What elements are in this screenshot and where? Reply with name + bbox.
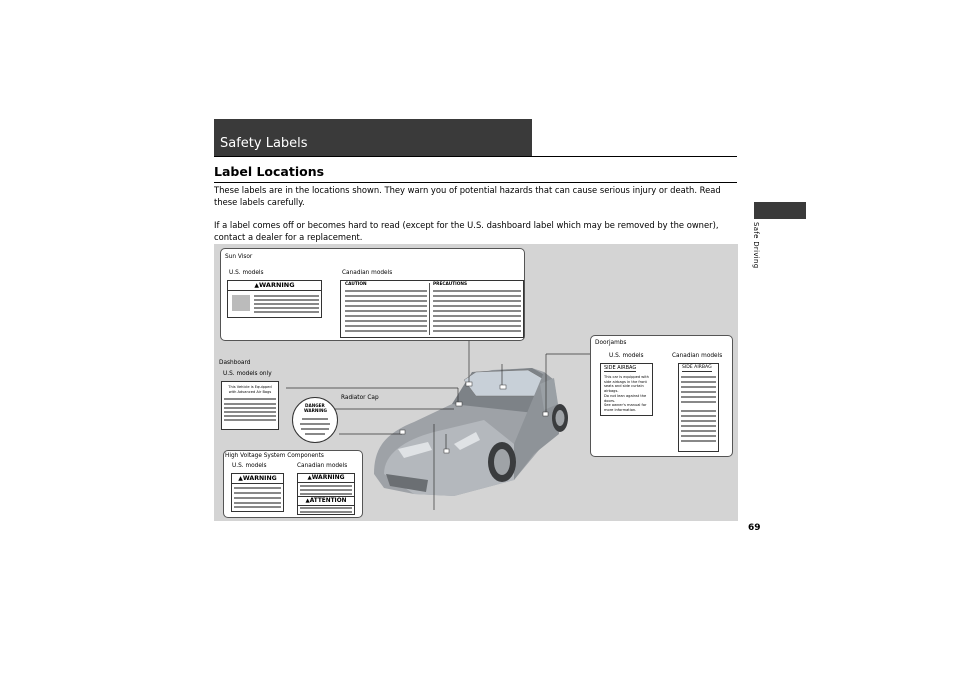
high-voltage-ca-label: Canadian models xyxy=(297,463,348,469)
doorjambs-us-text-3: See owner's manual for more information. xyxy=(604,403,647,412)
radiator-cap-title: Radiator Cap xyxy=(341,395,379,401)
high-voltage-ca-label-sheet: ▲WARNING ▲ATTENTION xyxy=(297,473,355,515)
high-voltage-us-warning: WARNING xyxy=(242,475,277,482)
sun-visor-title: Sun Visor xyxy=(225,254,253,260)
dashboard-us-only: U.S. models only xyxy=(223,371,272,377)
high-voltage-us-label-sheet: ▲WARNING xyxy=(231,473,284,512)
high-voltage-us-label: U.S. models xyxy=(232,463,267,469)
section-rule xyxy=(214,182,737,183)
intro-paragraph: These labels are in the locations shown. They warn you of potential hazards that can cause serious injury or death. Read these labels carefully. xyxy=(214,185,721,207)
label-locations-figure xyxy=(214,244,738,521)
doorjambs-ca-sign: SIDE AIRBAG xyxy=(682,365,712,370)
sun-visor-ca-label: Canadian models xyxy=(342,270,393,276)
sun-visor-callout xyxy=(220,248,525,341)
page-number: 69 xyxy=(748,523,761,533)
sun-visor-ca-label-sheet xyxy=(340,280,524,338)
sun-visor-ca-precautions: PRECAUTIONS xyxy=(433,282,468,287)
doorjambs-us-text-2: Do not lean against the doors. xyxy=(604,394,647,403)
doorjambs-title: Doorjambs xyxy=(595,340,627,346)
airbag-pictogram xyxy=(232,295,250,311)
replacement-paragraph: If a label comes off or becomes hard to read (except for the U.S. dashboard label which may be removed by the owner), contact a dealer for a replacement. xyxy=(214,220,719,242)
doorjambs-us-label-sheet xyxy=(600,363,653,416)
header-rule xyxy=(214,156,737,157)
sun-visor-us-warning: WARNING xyxy=(259,281,295,289)
doorjambs-ca-label-sheet xyxy=(678,363,719,452)
doorjambs-callout xyxy=(590,335,733,457)
high-voltage-title: High Voltage System Components xyxy=(225,453,324,459)
high-voltage-callout xyxy=(223,450,363,518)
doorjambs-us-label: U.S. models xyxy=(609,353,644,359)
high-voltage-ca-attention: ATTENTION xyxy=(309,498,347,504)
dashboard-label xyxy=(221,381,279,430)
doorjambs-us-text-1: This car is equipped with side airbags in the front seats and side curtain airbags. xyxy=(604,375,649,393)
chapter-tab-label: Safe Driving xyxy=(752,222,760,269)
dashboard-title: Dashboard xyxy=(219,360,251,366)
doorjambs-ca-label: Canadian models xyxy=(672,353,723,359)
sun-visor-us-label: U.S. models xyxy=(229,270,264,276)
dashboard-label-text: This Vehicle is Equipped with Advanced Air Bags xyxy=(228,385,272,394)
sun-visor-us-warning-label: ▲WARNING xyxy=(227,280,322,318)
section-heading: Label Locations xyxy=(214,164,325,179)
high-voltage-ca-warning: WARNING xyxy=(311,474,345,481)
doorjambs-us-sign: SIDE AIRBAG xyxy=(604,365,637,371)
radiator-warning: WARNING xyxy=(304,408,327,413)
sun-visor-ca-caution: CAUTION xyxy=(345,282,367,287)
radiator-danger: DANGER xyxy=(305,403,325,408)
radiator-cap-label xyxy=(292,397,338,443)
page-title: Safety Labels xyxy=(220,136,308,151)
chapter-tab[interactable] xyxy=(754,202,806,219)
